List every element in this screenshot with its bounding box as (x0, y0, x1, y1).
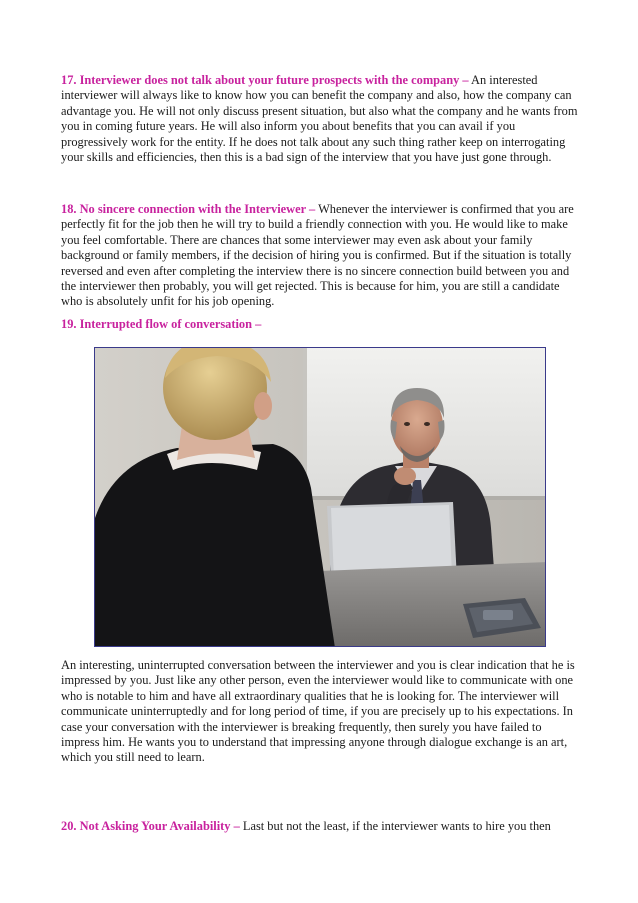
section-19-heading: 19. Interrupted flow of conversation – (61, 317, 262, 331)
section-19 (61, 317, 581, 332)
section-17 (61, 73, 581, 165)
section-20-text: Last but not the least, if the interviewer wants to hire you then (239, 819, 551, 833)
section-19-body: An interesting, uninterrupted conversation between the interviewer and you is clear indication that he is impressed by you. Just like any other person, even the interviewer would like to communicate with one who is notable to him and have all extraordinary qualities that he is looking for. The interviewer will communicate uninterruptedly and for long period of time, if you are precisely up to his expectations. In case your conversation with the interviewer is breaking frequently, then surely you have failed to impress him. He wants you to understand that impressing anyone through dialogue exchange is an art, which you still need to learn. (61, 658, 575, 765)
section-18-text: Whenever the interviewer is confirmed that you are perfectly fit for the job then he will try to build a friendly connection with you. He would like to make you feel comfortable. There are chances that some interviewer may even ask about your family background or family members, if the decision of hiring you is confirmed. But if the situation is totally reversed and even after completing the interview there is no sincere connection build between you and the interviewer then probably, you will get rejected. This is because for him, you are still a candidate who is absolutely unfit for his job opening. (61, 202, 574, 309)
section-20 (61, 819, 581, 834)
section-18 (61, 202, 581, 310)
section-17-heading: 17. Interviewer does not talk about your future prospects with the company – (61, 73, 469, 87)
candidate-shoulders (95, 444, 335, 647)
interview-photo (94, 347, 546, 647)
section-17-text: An interested interviewer will always like to know how you can benefit the company and also, how the company can advantage you. He will not only discuss present situation, but also what the company and he wants from you in coming future years. He will also inform you about benefits that you can avail if you progressively work for the entity. If he does not talk about any such thing rather keep on interrogating your skills and efficiencies, then this is a bad sign of the interview that you have just gone through. (61, 73, 578, 165)
section-20-heading: 20. Not Asking Your Availability – (61, 819, 240, 833)
section-18-heading: 18. No sincere connection with the Interviewer – (61, 202, 316, 216)
